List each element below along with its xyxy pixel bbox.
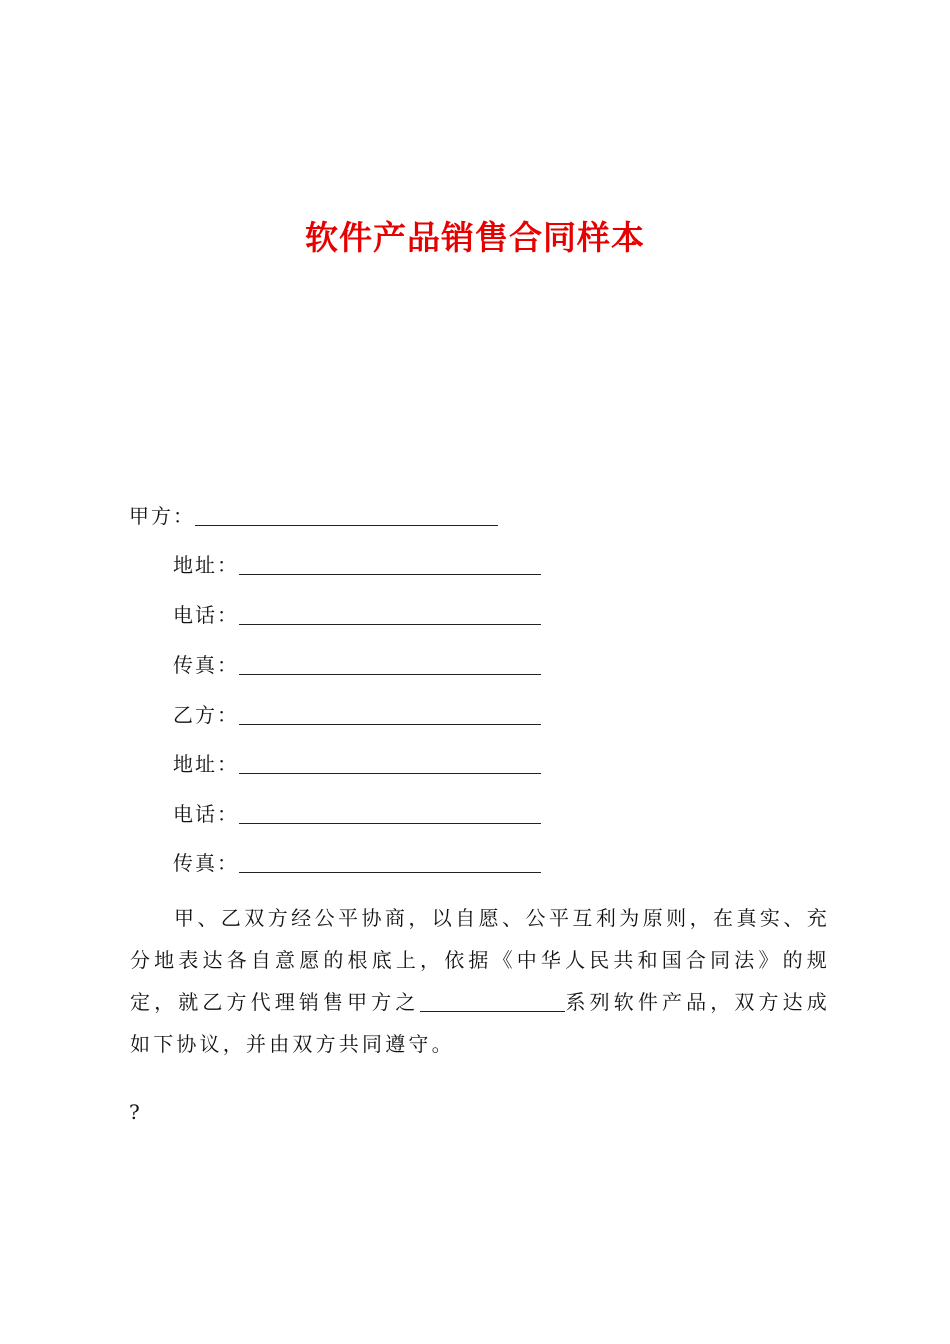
party-a-line xyxy=(129,502,498,530)
party-b-label: 乙方： xyxy=(173,703,239,727)
party-a-fax-blank xyxy=(239,654,541,675)
party-a-address-blank xyxy=(239,554,541,575)
party-b-fax-blank xyxy=(239,852,541,873)
party-a-phone-label: 电话： xyxy=(173,603,239,627)
product-series-blank xyxy=(420,991,565,1012)
document-title: 软件产品销售合同样本 xyxy=(305,218,645,257)
party-a-phone-line xyxy=(173,601,541,629)
party-b-line xyxy=(173,701,541,729)
party-a-address-label: 地址： xyxy=(173,553,239,577)
party-a-fax-line xyxy=(173,651,541,679)
party-b-phone-blank xyxy=(239,803,541,824)
party-b-address-line xyxy=(173,750,541,778)
party-a-address-line xyxy=(173,551,541,579)
party-b-phone-label: 电话： xyxy=(173,802,239,826)
party-b-address-blank xyxy=(239,753,541,774)
agreement-paragraph xyxy=(130,897,830,1065)
party-a-label: 甲方： xyxy=(129,504,195,528)
paragraph-text-end: 系列软件产品，双方达成如下协议，并由双方共同遵守。 xyxy=(130,990,830,1056)
party-a-blank xyxy=(195,505,498,526)
party-b-phone-line xyxy=(173,800,541,828)
party-b-fax-label: 传真： xyxy=(173,851,239,875)
trailing-question-mark: ? xyxy=(129,1100,140,1124)
party-a-fax-label: 传真： xyxy=(173,653,239,677)
party-b-address-label: 地址： xyxy=(173,752,239,776)
paragraph-text-start: 甲、乙双方经公平协商，以自愿、公平互利为原则，在真实、充分地表达各自意愿的根底上，依据《中华人民共和国合同法》的规定，就乙方代理销售甲方之 xyxy=(130,906,830,1014)
party-b-blank xyxy=(239,704,541,725)
party-b-fax-line xyxy=(173,849,541,877)
party-a-phone-blank xyxy=(239,604,541,625)
